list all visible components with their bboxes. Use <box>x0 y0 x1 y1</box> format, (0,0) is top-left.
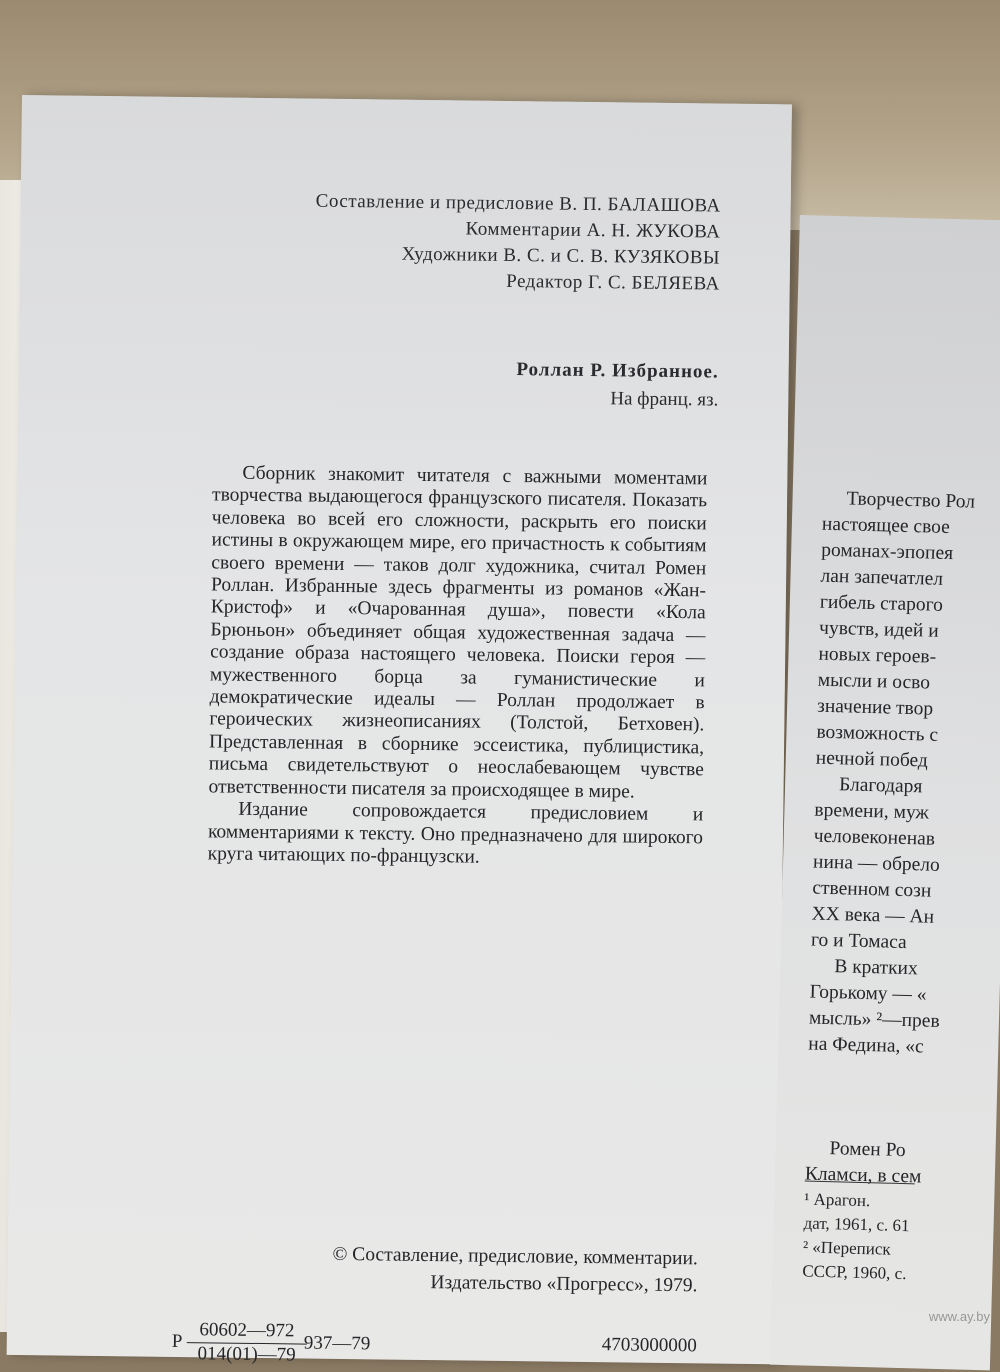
footnote-line: дат, 1961, с. 61 <box>803 1213 910 1236</box>
code-prefix: Р <box>171 1330 183 1353</box>
right-line: нина — обрело <box>812 851 941 876</box>
right-line: Ромен Ро <box>829 1138 906 1162</box>
right-page <box>770 215 1000 1370</box>
right-line: Благодаря <box>838 774 923 798</box>
annotation-paragraph-1: Сборник знакомит читателя с важными моментами творчества выдающегося французского писателя. Показать человека во всей его сложности, раскрыть его поиски истины в окружающем мире, его причастность к событиям своего времени — таков долг художника, считал Ромен Роллан. Избранные здесь фрагменты из романов «Жан-Кристоф» и «Очарованная душа», повести «Кола Брюньон» объединяет общая художественная задача — создание образа настоящего человека. Поиски героя — мужественного борца за гуманистические и демократические идеалы — Роллан продолжает в героических жизнеописаниях (Толстой, Бетховен). Представленная в сборнике эссеистика, публицистика, письма свидетельствуют о неослабевающем чувстве ответственности писателя за происходящее в мире. <box>208 462 708 803</box>
right-line: новых героев- <box>818 643 937 668</box>
footnote-line: ² «Переписк <box>802 1237 891 1259</box>
copyright-line-1: © Составление, предисловие, комментарии. <box>332 1243 698 1270</box>
right-line: гибель старого <box>819 591 944 616</box>
right-line: мысли и осво <box>817 669 931 694</box>
right-page-footnotes <box>802 1180 1000 1289</box>
right-line: чувств, идей и <box>818 617 939 642</box>
right-line: го и Томаса <box>810 929 907 954</box>
right-line: романах-эпопея <box>820 539 954 565</box>
annotation <box>208 462 708 871</box>
right-line: Творчество Рол <box>846 488 976 513</box>
annotation-paragraph-2: Издание сопровождается предисловием и комментариями к тексту. Оно предназначено для широкого круга читающих по-французски. <box>207 798 704 868</box>
right-gap <box>806 1057 1000 1141</box>
right-line: возможность с <box>816 721 939 746</box>
right-line: человеконенав <box>813 825 936 850</box>
isbn-code: 4703000000 <box>601 1334 697 1357</box>
code-tail: 937—79 <box>303 1332 371 1355</box>
right-line: настоящее свое <box>821 513 951 539</box>
code-fraction <box>186 1319 307 1366</box>
credit-line: Художники В. С. и С. В. КУЗЯКОВЫ <box>401 243 721 269</box>
copyright-line-2: Издательство «Прогресс», 1979. <box>430 1272 698 1297</box>
right-line: Горькому — « <box>809 981 927 1006</box>
right-line: мысль» ²—прев <box>808 1007 940 1032</box>
right-line: значение твор <box>816 695 934 720</box>
right-line: времени, муж <box>814 799 930 824</box>
footnote-line: ¹ Арагон. <box>803 1189 871 1211</box>
footnote-line: СССР, 1960, с. <box>802 1261 907 1284</box>
code-numerator: 60602—972 <box>187 1319 307 1344</box>
right-line: В кратких <box>834 956 919 980</box>
right-line: ственном созн <box>812 877 932 902</box>
right-line: лан запечатлел <box>820 565 944 590</box>
watermark: www.ay.by <box>928 1309 990 1324</box>
right-line: нечной побед <box>815 747 929 772</box>
credit-line: Составление и предисловие В. П. БАЛАШОВА <box>315 190 721 217</box>
credits-block <box>315 189 721 298</box>
credit-line: Комментарии А. Н. ЖУКОВА <box>465 218 721 243</box>
book-title: Роллан Р. Избранное. <box>516 359 719 383</box>
right-line: Кламси, в сем <box>804 1163 922 1188</box>
right-page-text <box>805 486 1000 1194</box>
right-line: XX века — Ан <box>811 903 935 928</box>
code-denominator: 014(01)—79 <box>197 1343 296 1366</box>
main-page <box>7 95 792 1364</box>
copyright-block <box>332 1241 698 1299</box>
credit-line: Редактор Г. С. БЕЛЯЕВА <box>506 270 720 295</box>
bibliographic-entry <box>516 356 719 414</box>
right-line: на Федина, «с <box>808 1033 924 1058</box>
book-language: На франц. яз. <box>610 388 719 411</box>
